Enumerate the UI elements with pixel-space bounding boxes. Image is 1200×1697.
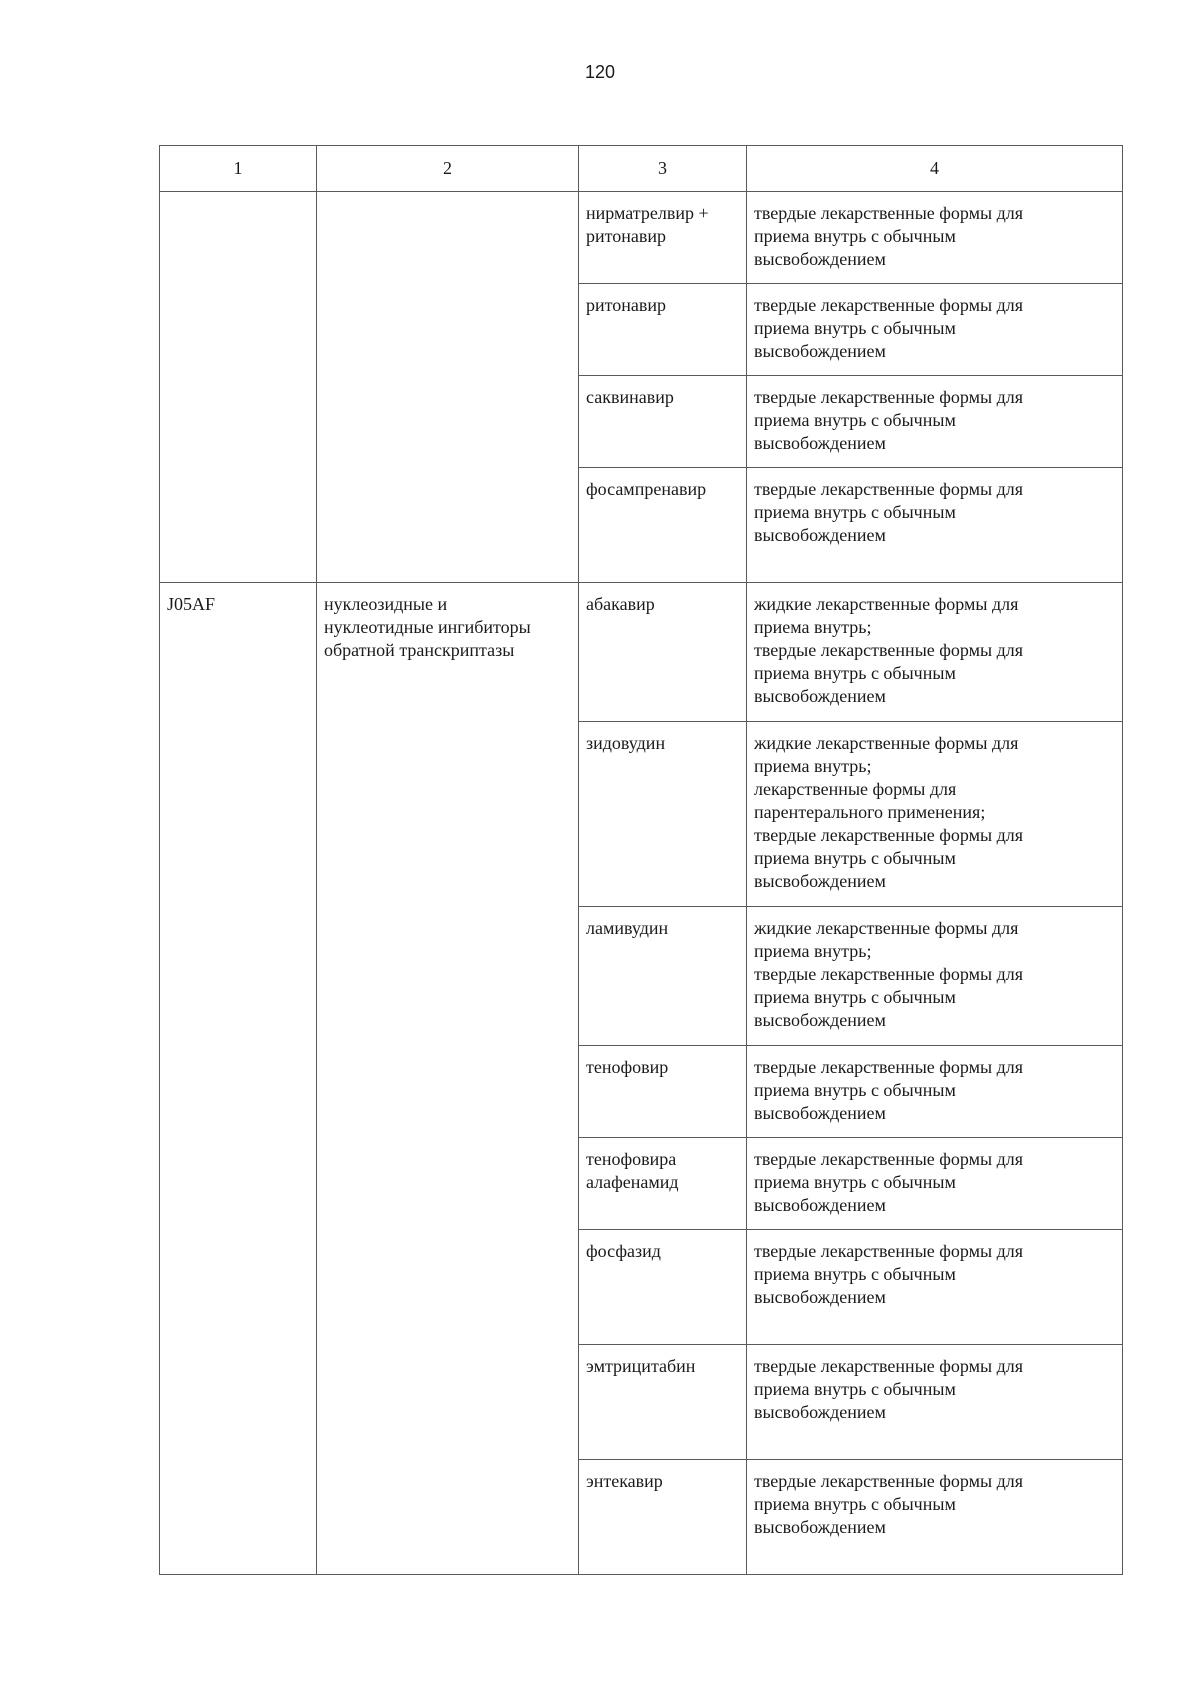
- atc-code-cell: [160, 192, 317, 583]
- dosage-form-cell: жидкие лекарственные формы для приема внутрь; лекарственные формы для парентерального применения; твердые лекарственные формы для приема внутрь с обычным высвобождением: [747, 722, 1123, 907]
- drug-name-cell: ритонавир: [579, 284, 747, 376]
- drug-name-cell: тенофовир: [579, 1046, 747, 1138]
- drug-name-cell: нирматрелвир + ритонавир: [579, 192, 747, 284]
- column-header-3: 3: [579, 146, 747, 192]
- medication-table: [159, 145, 1123, 1575]
- drug-name-cell: ламивудин: [579, 907, 747, 1046]
- drug-name-cell: саквинавир: [579, 376, 747, 468]
- drug-name-cell: фосампренавир: [579, 468, 747, 583]
- drug-name-cell: фосфазид: [579, 1230, 747, 1345]
- dosage-form-cell: твердые лекарственные формы для приема внутрь с обычным высвобождением: [747, 468, 1123, 583]
- drug-name-cell: зидовудин: [579, 722, 747, 907]
- dosage-form-cell: твердые лекарственные формы для приема внутрь с обычным высвобождением: [747, 1046, 1123, 1138]
- column-header-2: 2: [317, 146, 579, 192]
- atc-code-cell: J05AF: [160, 583, 317, 1575]
- dosage-form-cell: жидкие лекарственные формы для приема внутрь; твердые лекарственные формы для приема внутрь с обычным высвобождением: [747, 907, 1123, 1046]
- page-number: 120: [584, 62, 616, 82]
- dosage-form-cell: жидкие лекарственные формы для приема внутрь; твердые лекарственные формы для приема внутрь с обычным высвобождением: [747, 583, 1123, 722]
- column-header-4: 4: [747, 146, 1123, 192]
- drug-name-cell: тенофовира алафенамид: [579, 1138, 747, 1230]
- group-name-cell: нуклеозидные и нуклеотидные ингибиторы обратной транскриптазы: [317, 583, 579, 1575]
- dosage-form-cell: твердые лекарственные формы для приема внутрь с обычным высвобождением: [747, 1345, 1123, 1460]
- drug-name-cell: энтекавир: [579, 1460, 747, 1575]
- dosage-form-cell: твердые лекарственные формы для приема внутрь с обычным высвобождением: [747, 1138, 1123, 1230]
- dosage-form-cell: твердые лекарственные формы для приема внутрь с обычным высвобождением: [747, 1460, 1123, 1575]
- dosage-form-cell: твердые лекарственные формы для приема внутрь с обычным высвобождением: [747, 284, 1123, 376]
- drug-name-cell: эмтрицитабин: [579, 1345, 747, 1460]
- table-row: [160, 192, 1123, 284]
- dosage-form-cell: твердые лекарственные формы для приема внутрь с обычным высвобождением: [747, 192, 1123, 284]
- drug-name-cell: абакавир: [579, 583, 747, 722]
- column-header-1: 1: [160, 146, 317, 192]
- table-row: [160, 583, 1123, 722]
- dosage-form-cell: твердые лекарственные формы для приема внутрь с обычным высвобождением: [747, 1230, 1123, 1345]
- group-name-cell: [317, 192, 579, 583]
- header-row: [160, 146, 1123, 192]
- dosage-form-cell: твердые лекарственные формы для приема внутрь с обычным высвобождением: [747, 376, 1123, 468]
